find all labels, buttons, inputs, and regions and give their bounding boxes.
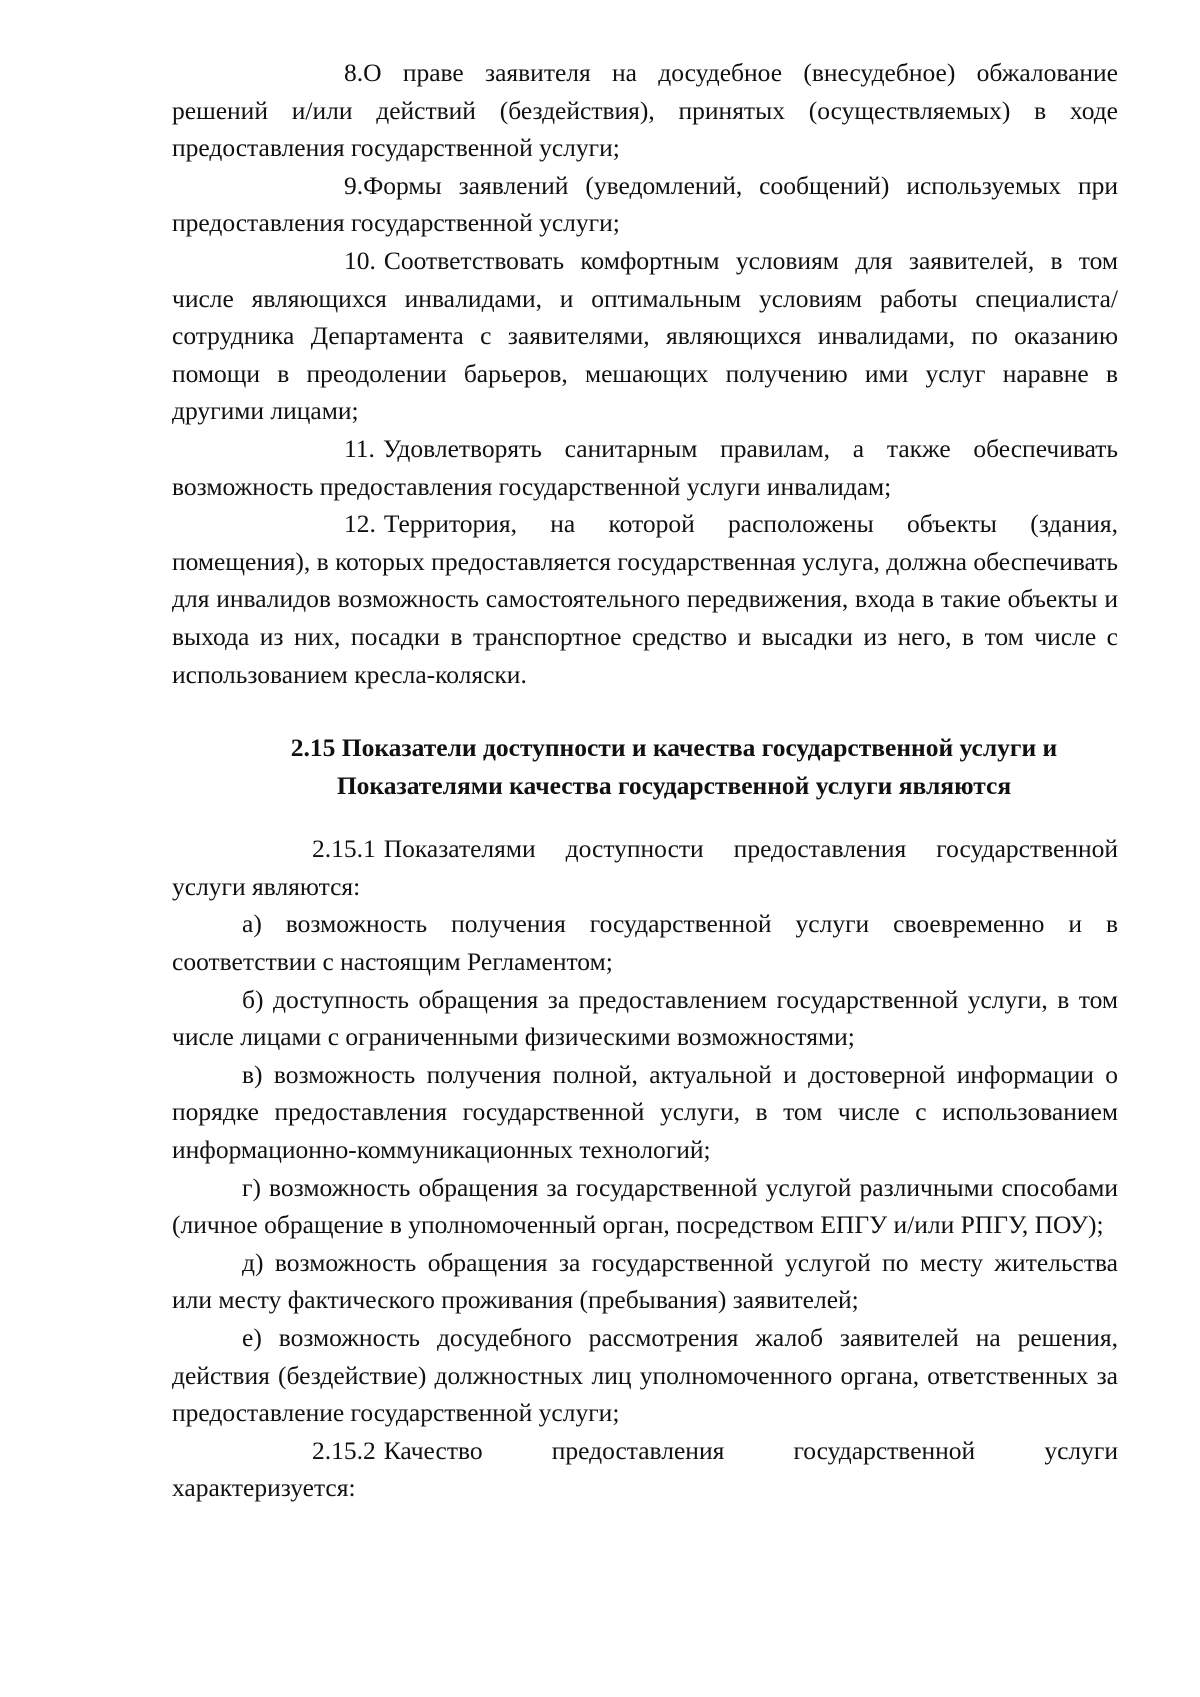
list-item-12	[172, 505, 1118, 693]
list-item-v: в) возможность получения полной, актуальной и достоверной информации о порядке предоставления государственной услуги, в том числе с использованием информационно-коммуникационных технологий;	[172, 1059, 1118, 1165]
list-item-b: б) доступность обращения за предоставлением государственной услуги, в том числе лицами с ограниченными физическими возможностями;	[172, 984, 1118, 1052]
item-number: 8.	[344, 58, 364, 87]
document-page	[172, 54, 1118, 1507]
item-text: Удовлетворять санитарным правилам, а также обеспечивать возможность предоставления государственной услуги инвалидам;	[172, 433, 1118, 501]
item-number: 9.	[344, 170, 364, 200]
list-item-10	[172, 242, 1118, 430]
spacer	[172, 693, 1118, 729]
list-item-11	[172, 430, 1118, 505]
list-item-d: д) возможность обращения за государственной услугой по месту жительства или месту фактического проживания (пребывания) заявителей;	[172, 1247, 1118, 1315]
subsection-number: 2.15.2	[312, 1435, 376, 1465]
spacer	[172, 804, 1118, 830]
list-item-g: г) возможность обращения за государственной услугой различными способами (личное обращение в уполномоченный орган, посредством ЕПГУ и/или РПГУ, ПОУ);	[172, 1172, 1118, 1240]
item-number: 10.	[344, 245, 376, 275]
item-text: Территория, на которой расположены объекты (здания, помещения), в которых предоставляется государственная услуга, должна обеспечивать для инвалидов возможность самостоятельного передвижения, входа в такие объекты и выхода из них, посадки в транспортное средство и высадки из него, в том числе с использованием кресла-коляски.	[172, 509, 1118, 689]
subsection-text: Качество предоставления государственной услуги характеризуется:	[172, 1435, 1118, 1503]
subsection-text: Показателями доступности предоставления государственной услуги являются:	[172, 834, 1118, 901]
item-text: О праве заявителя на досудебное (внесудебное) обжалование решений и/или действий (бездействия), принятых (осуществляемых) в ходе предоставления государственной услуги;	[172, 58, 1118, 163]
item-number: 12.	[344, 509, 376, 539]
section-heading-line-1: 2.15 Показатели доступности и качества государственной услуги и	[290, 733, 1058, 763]
item-number: 11.	[344, 433, 375, 463]
item-text: Соответствовать комфортным условиям для заявителей, в том числе являющихся инвалидами, и оптимальным условиям работы специалиста/сотрудника Департамента с заявителями, являющихся инвалидами, по оказанию помощи в преодолении барьеров, мешающих получению ими услуг наравне в другими лицами;	[172, 245, 1118, 426]
list-item-e: е) возможность досудебного рассмотрения жалоб заявителей на решения, действия (бездействие) должностных лиц уполномоченного органа, ответственных за предоставление государственной услуги;	[172, 1323, 1118, 1428]
list-item-8	[172, 54, 1118, 167]
subsection-2-15-1	[172, 830, 1118, 905]
list-item-a: а) возможность получения государственной услуги своевременно и в соответствии с настоящим Регламентом;	[172, 909, 1118, 977]
subsection-number: 2.15.1	[312, 834, 376, 864]
item-text: Формы заявлений (уведомлений, сообщений) используемых при предоставления государственной услуги;	[172, 170, 1118, 238]
section-heading-line-2: Показателями качества государственной услуги являются	[336, 770, 1012, 800]
subsection-2-15-2	[172, 1432, 1118, 1507]
list-item-9	[172, 167, 1118, 242]
